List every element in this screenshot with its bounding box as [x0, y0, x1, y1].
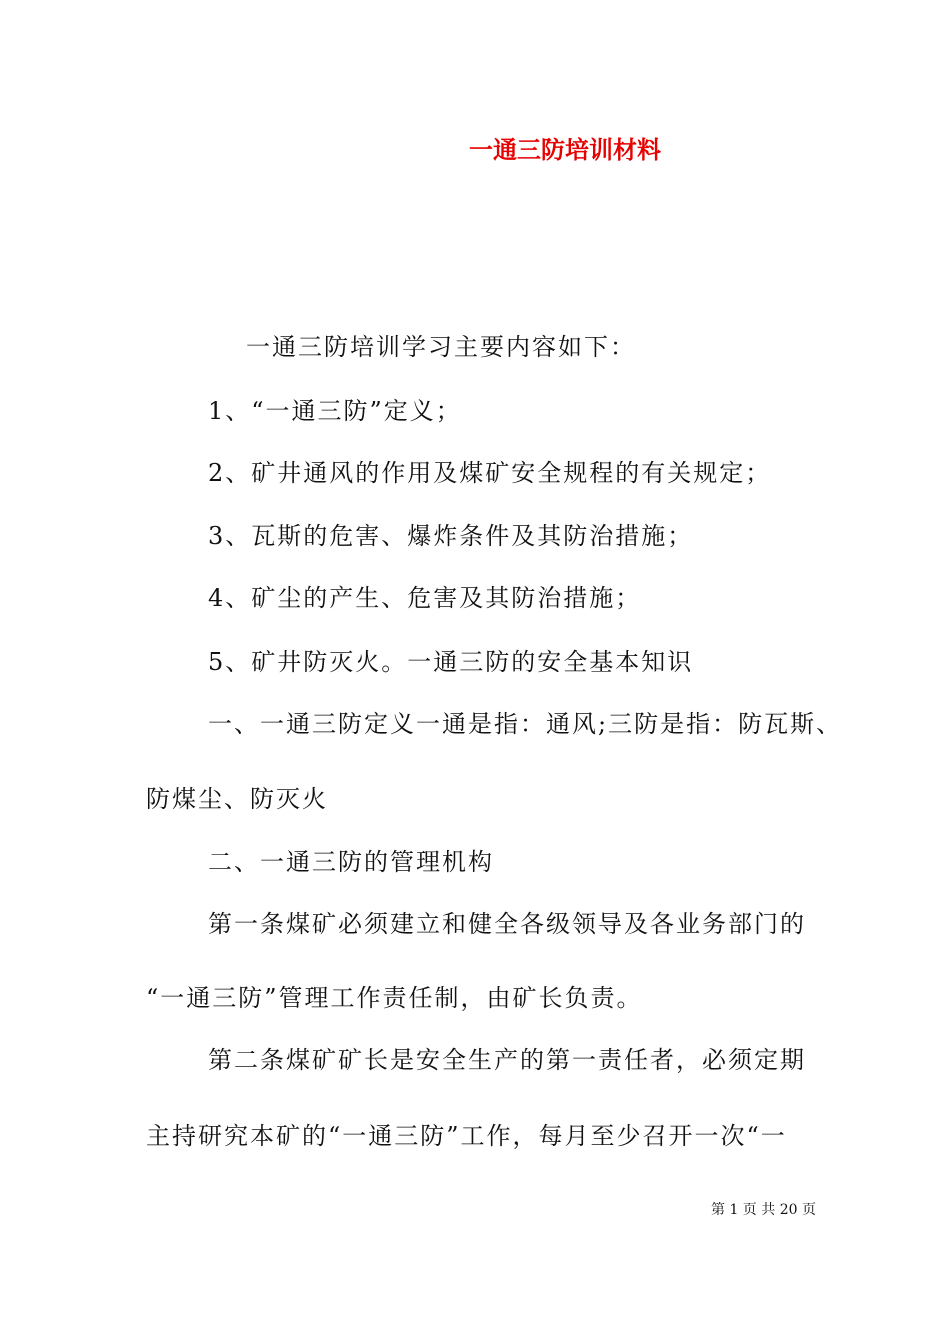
body-line: 一通三防培训学习主要内容如下： — [246, 333, 636, 361]
body-line: 5、矿井防灭火。一通三防的安全基本知识 — [208, 648, 694, 676]
body-line: 第二条煤矿矿长是安全生产的第一责任者，必须定期 — [208, 1046, 806, 1074]
body-line: 一、一通三防定义一通是指：通风;三防是指：防瓦斯、 — [208, 710, 843, 738]
page-number: 第 1 页 共 20 页 — [711, 1202, 816, 1218]
body-line: 主持研究本矿的“一通三防”工作，每月至少召开一次“一 — [146, 1122, 787, 1150]
body-line: 1、“一通三防”定义； — [208, 397, 462, 425]
body-line: 防煤尘、防灭火 — [146, 785, 328, 813]
body-line: 二、一通三防的管理机构 — [208, 848, 494, 876]
body-line: 3、瓦斯的危害、爆炸条件及其防治措施； — [208, 522, 694, 550]
body-line: 4、矿尘的产生、危害及其防治措施； — [208, 584, 642, 612]
body-line: “一通三防”管理工作责任制，由矿长负责。 — [146, 984, 643, 1012]
document-title: 一通三防培训材料 — [469, 136, 661, 164]
body-line: 第一条煤矿必须建立和健全各级领导及各业务部门的 — [208, 910, 806, 938]
body-line: 2、矿井通风的作用及煤矿安全规程的有关规定； — [208, 459, 772, 487]
